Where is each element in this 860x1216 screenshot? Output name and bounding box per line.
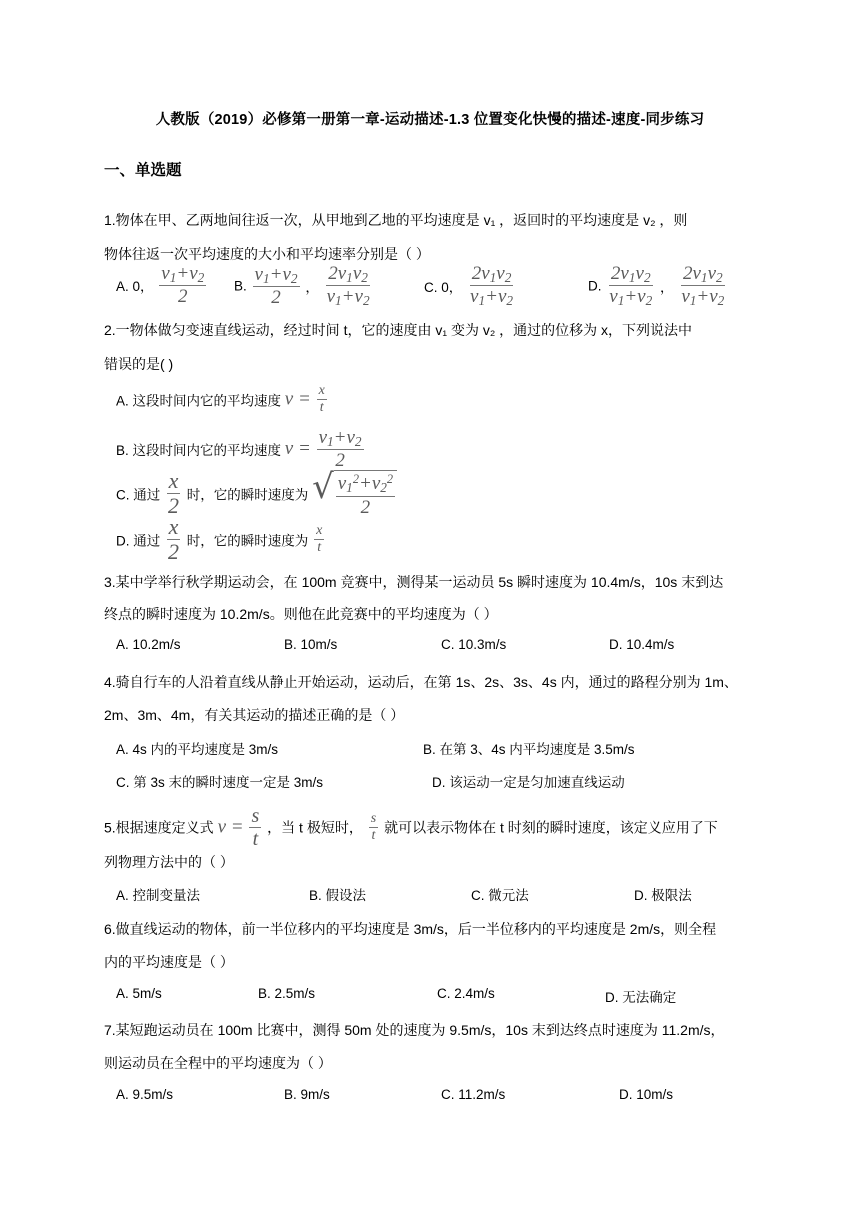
q1-option-a-label: A. 0， xyxy=(116,279,154,295)
q4-option-d[interactable]: D. 该运动一定是匀加速直线运动 xyxy=(432,775,625,790)
formula-root-mean-square: √ $\frac{v_1^2+v_2^2}{2}$ xyxy=(312,470,397,516)
q7-stem-line1: 7.某短跑运动员在 100m 比赛中，测得 50m 处的速度为 9.5m/s，10s 末到达终点时速度为 11.2m/s， xyxy=(104,1022,725,1038)
q4-stem-line1: 4.骑自行车的人沿着直线从静止开始运动，运动后，在第 1s、2s、3s、4s 内，通过的路程分别为 1m、 xyxy=(104,674,738,690)
formula-harmonic: $\frac{2v_1v_2}{v_1+v_2}$ xyxy=(681,263,725,309)
q3-option-b[interactable]: B. 10m/s xyxy=(284,637,338,652)
q4-option-b[interactable]: B. 在第 3、4s 内平均速度是 3.5m/s xyxy=(423,742,635,757)
q1-option-b[interactable] xyxy=(234,264,374,308)
formula-x-over-t: $\frac{x}{t}$ xyxy=(316,523,323,555)
formula-harmonic: $\frac{2v_1v_2}{v_1+v_2}$ xyxy=(470,263,514,309)
q2-option-a[interactable] xyxy=(116,384,329,415)
q3-option-a[interactable]: A. 10.2m/s xyxy=(116,637,181,652)
q7-option-a[interactable]: A. 9.5m/s xyxy=(116,1087,174,1102)
q4-option-c[interactable]: C. 第 3s 末的瞬时速度一定是 3m/s xyxy=(116,775,324,790)
q5-option-b[interactable]: B. 假设法 xyxy=(309,888,367,903)
q2-stem-line2: 错误的是( ) xyxy=(104,356,174,372)
q5-stem-part2: ，当 t 极短时， xyxy=(267,819,363,836)
q3-stem-line2: 终点的瞬时速度为 10.2m/s。则他在此竞赛中的平均速度为（ ） xyxy=(104,606,498,622)
q3-stem-line1: 3.某中学举行秋学期运动会，在 100m 竞赛中，测得某一运动员 5s 瞬时速度为 10.4m/s，10s 末到达 xyxy=(104,574,724,590)
q2-option-c-label: C. 通过 xyxy=(116,487,161,503)
page-title: 人教版（2019）必修第一册第一章-运动描述-1.3 位置变化快慢的描述-速度-同步练习 xyxy=(155,112,705,128)
q6-stem-line2: 内的平均速度是（ ） xyxy=(104,954,234,970)
q1-option-d[interactable] xyxy=(588,264,728,308)
q2-option-c[interactable] xyxy=(116,467,397,518)
formula-v-equals: v = xyxy=(217,816,244,838)
q7-option-d[interactable]: D. 10m/s xyxy=(619,1087,674,1102)
q1-option-c[interactable] xyxy=(424,264,517,308)
q2-option-d-text: 时，它的瞬时速度为 xyxy=(186,533,309,549)
q2-option-b-label: B. 这段时间内它的平均速度 xyxy=(116,443,282,459)
q4-stem-line2: 2m、3m、4m，有关其运动的描述正确的是（ ） xyxy=(104,707,405,723)
q3-option-c[interactable]: C. 10.3m/s xyxy=(441,637,507,652)
q6-option-d[interactable]: D. 无法确定 xyxy=(605,990,677,1005)
q6-stem-line1: 6.做直线运动的物体，前一半位移内的平均速度是 3m/s，后一半位移内的平均速度是 2m/s，则全程 xyxy=(104,921,717,937)
q5-option-a[interactable]: A. 控制变量法 xyxy=(116,888,201,903)
formula-avg-v1-v2: $\frac{v_1+v_2}{2}$ xyxy=(318,427,362,472)
q2-stem-line1: 2.一物体做匀变速直线运动，经过时间 t，它的速度由 v₁ 变为 v₂ ，通过的位移为 x，下列说法中 xyxy=(104,322,693,338)
q1-option-d-label: D. xyxy=(588,278,602,294)
q4-option-a[interactable]: A. 4s 内的平均速度是 3m/s xyxy=(116,742,279,757)
q2-option-b[interactable] xyxy=(116,428,366,470)
q6-option-c[interactable]: C. 2.4m/s xyxy=(437,986,495,1001)
q2-option-d[interactable] xyxy=(116,516,326,563)
q5-stem-part3: 就可以表示物体在 t 时刻的瞬时速度，该定义应用了下 xyxy=(384,819,718,836)
formula-s-over-t: $\frac{s}{t}$ xyxy=(370,811,377,843)
q7-option-c[interactable]: C. 11.2m/s xyxy=(441,1087,506,1102)
q5-option-d[interactable]: D. 极限法 xyxy=(634,888,692,903)
q2-option-a-label: A. 这段时间内它的平均速度 xyxy=(116,393,282,409)
formula-x-over-2: $\frac{x}{2}$ xyxy=(168,514,180,564)
q1-option-a[interactable] xyxy=(116,264,208,306)
q2-option-c-text: 时，它的瞬时速度为 xyxy=(186,487,309,503)
q1-stem-line2: 物体往返一次平均速度的大小和平均速率分别是（ ） xyxy=(104,246,430,262)
q3-option-d[interactable]: D. 10.4m/s xyxy=(609,637,675,652)
q5-stem-part1: 5.根据速度定义式 xyxy=(104,819,214,836)
formula-v-equals: v = xyxy=(284,388,311,410)
q1-option-b-label: B. xyxy=(234,278,247,294)
q7-option-b[interactable]: B. 9m/s xyxy=(284,1087,330,1102)
formula-v-equals: v = xyxy=(284,438,311,460)
q7-stem-line2: 则运动员在全程中的平均速度为（ ） xyxy=(104,1055,332,1071)
q1-stem-line1: 1.物体在甲、乙两地间往返一次，从甲地到乙地的平均速度是 v₁ ，返回时的平均速度是 v₂ ，则 xyxy=(104,212,688,228)
formula-x-over-2: $\frac{x}{2}$ xyxy=(168,468,180,518)
q6-option-a[interactable]: A. 5m/s xyxy=(116,986,162,1001)
q5-stem-line1 xyxy=(104,806,718,849)
formula-s-over-t: $\frac{s}{t}$ xyxy=(251,805,260,850)
formula-x-over-t: $\frac{x}{t}$ xyxy=(318,383,325,415)
section-heading: 一、单选题 xyxy=(104,162,182,179)
q6-option-b[interactable]: B. 2.5m/s xyxy=(258,986,316,1001)
formula-harmonic: $\frac{2v_1v_2}{v_1+v_2}$ xyxy=(326,263,370,309)
formula-avg-v1-v2: $\frac{v_1+v_2}{2}$ xyxy=(161,263,205,308)
formula-avg-v1-v2: $\frac{v_1+v_2}{2}$ xyxy=(254,263,298,308)
q2-option-d-label: D. 通过 xyxy=(116,533,161,549)
formula-harmonic: $\frac{2v_1v_2}{v_1+v_2}$ xyxy=(609,263,653,309)
q1-option-b-comma: ， xyxy=(305,279,319,295)
q1-option-c-label: C. 0， xyxy=(424,279,463,295)
q1-option-d-comma: ， xyxy=(660,279,674,295)
q5-option-c[interactable]: C. 微元法 xyxy=(471,888,529,903)
q5-stem-line2: 列物理方法中的（ ） xyxy=(104,854,234,870)
